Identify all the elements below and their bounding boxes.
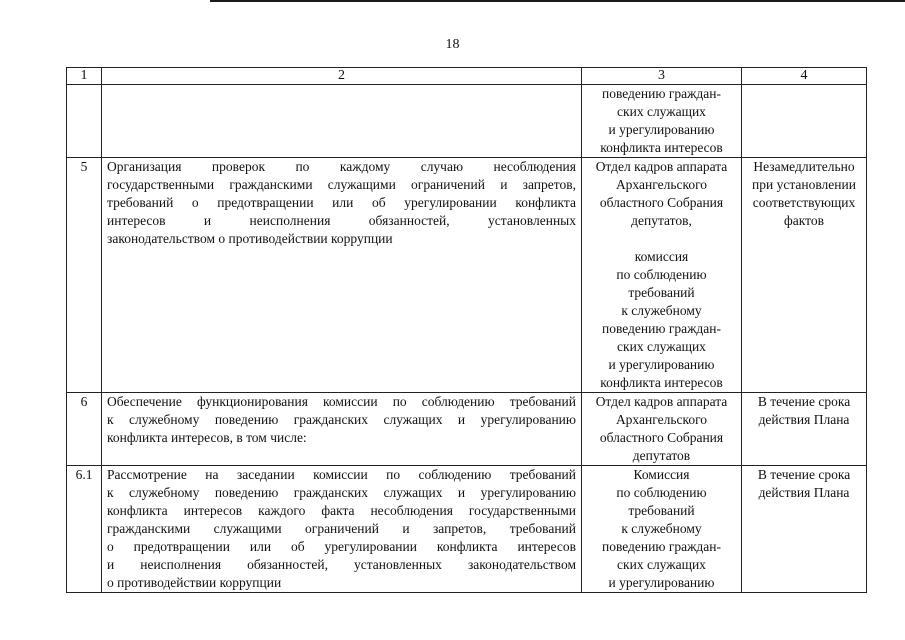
term-line: Незамедлительно — [753, 159, 855, 174]
table-row-continuation — [67, 85, 867, 158]
row-description — [102, 393, 582, 466]
description-line: конфликта интересов каждого факта несоблюдения государственными — [107, 503, 576, 518]
responsible-line: по соблюдению — [616, 267, 707, 282]
description-line: к служебному поведению гражданских служащих и урегулированию — [107, 485, 576, 500]
description-line: требований о предотвращении или об урегулировании конфликта — [107, 195, 576, 210]
description-line: гражданскими служащими ограничений и запретов, требований — [107, 521, 576, 536]
spacer — [587, 230, 736, 248]
term-line: при установлении — [752, 177, 856, 192]
header-col-1: 1 — [67, 68, 102, 85]
responsible-line: областного Собрания — [599, 195, 724, 210]
header-col-2: 2 — [102, 68, 582, 85]
responsible-line: Отдел кадров аппарата — [595, 159, 728, 174]
row-responsible — [582, 85, 742, 158]
row-term — [742, 158, 867, 393]
description-line: Организация проверок по каждому случаю несоблюдения — [107, 159, 576, 174]
responsible-line: ских служащих — [617, 104, 706, 119]
description-line: о предотвращении или об урегулировании конфликта интересов — [107, 539, 576, 554]
row-number: 6.1 — [67, 466, 102, 593]
responsible-line: поведению граждан- — [601, 321, 722, 336]
description-line: о противодействии коррупции — [107, 575, 282, 590]
responsible-line: депутатов — [632, 448, 691, 463]
row-term — [742, 466, 867, 593]
row-responsible — [582, 466, 742, 593]
responsible-line: ских служащих — [617, 339, 706, 354]
responsible-line: конфликта интересов — [600, 140, 723, 155]
responsible-line: Архангельского — [615, 412, 708, 427]
description-line: интересов и неисполнения обязанностей, установленных — [107, 213, 576, 228]
row-number: 5 — [67, 158, 102, 393]
header-col-3: 3 — [582, 68, 742, 85]
responsible-line: и урегулированию — [608, 122, 715, 137]
responsible-line: областного Собрания — [599, 430, 724, 445]
responsible-line: ских служащих — [617, 557, 706, 572]
term-line: фактов — [784, 213, 824, 228]
responsible-line: поведению граждан- — [601, 86, 722, 101]
row-description — [102, 85, 582, 158]
row-description — [102, 466, 582, 593]
responsible-line: к служебному — [621, 521, 702, 536]
table-row-5 — [67, 158, 867, 393]
row-term — [742, 85, 867, 158]
responsible-line: Отдел кадров аппарата — [595, 394, 728, 409]
term-line: действия Плана — [758, 485, 850, 500]
top-rule — [210, 0, 905, 2]
responsible-line: по соблюдению — [616, 485, 707, 500]
responsible-line: к служебному — [621, 303, 702, 318]
plan-table — [66, 67, 867, 593]
responsible-line: депутатов, — [631, 213, 692, 228]
row-responsible — [582, 158, 742, 393]
term-line: В течение срока — [757, 467, 851, 482]
term-line: В течение срока — [757, 394, 851, 409]
responsible-line: и урегулированию — [608, 575, 715, 590]
table-row-6 — [67, 393, 867, 466]
term-line: действия Плана — [758, 412, 850, 427]
responsible-line: поведению граждан- — [601, 539, 722, 554]
row-description — [102, 158, 582, 393]
description-line: Обеспечение функционирования комиссии по соблюдению требований — [107, 394, 576, 409]
description-line: Рассмотрение на заседании комиссии по соблюдению требований — [107, 467, 576, 482]
description-line: государственными гражданскими служащими ограничений и запретов, — [107, 177, 576, 192]
description-line: законодательством о противодействии коррупции — [107, 231, 393, 246]
responsible-line: требований — [628, 285, 695, 300]
table-row-6-1 — [67, 466, 867, 593]
row-number — [67, 85, 102, 158]
page-number: 18 — [445, 37, 460, 52]
responsible-line: Комиссия — [633, 467, 690, 482]
description-line: конфликта интересов, в том числе: — [107, 430, 307, 445]
term-line: соответствующих — [752, 195, 856, 210]
responsible-line: и урегулированию — [608, 357, 715, 372]
description-line: и неисполнения обязанностей, установленных законодательством — [107, 557, 576, 572]
row-responsible — [582, 393, 742, 466]
row-term — [742, 393, 867, 466]
responsible-line: комиссия — [634, 249, 689, 264]
row-number: 6 — [67, 393, 102, 466]
header-col-4: 4 — [742, 68, 867, 85]
responsible-line: Архангельского — [615, 177, 708, 192]
responsible-line: требований — [628, 503, 695, 518]
header-row — [67, 68, 867, 85]
description-line: к служебному поведению гражданских служащих и урегулированию — [107, 412, 576, 427]
responsible-line: конфликта интересов — [600, 375, 723, 390]
